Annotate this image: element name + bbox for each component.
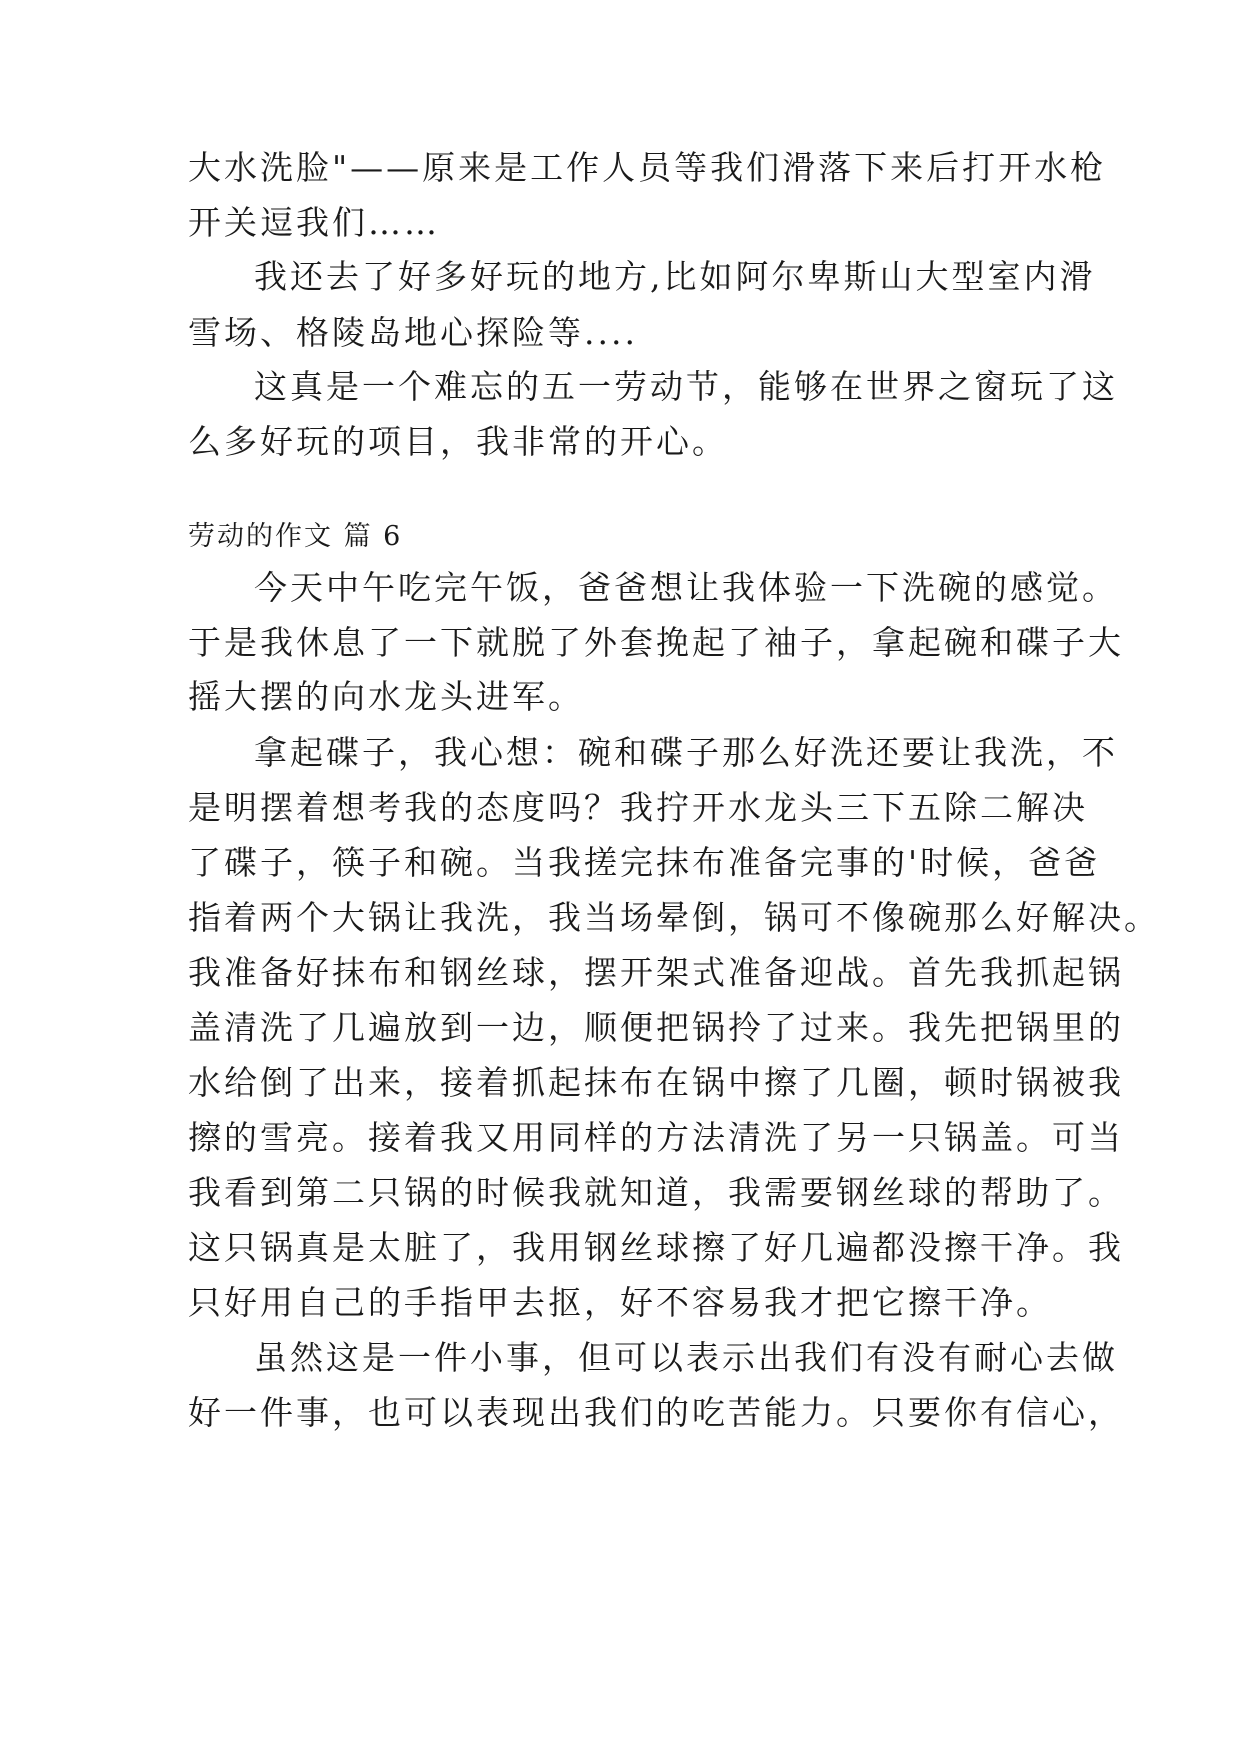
paragraph-line: 雪场、格陵岛地心探险等.... bbox=[188, 313, 638, 352]
paragraph-line: 我还去了好多好玩的地方,比如阿尔卑斯山大型室内滑 bbox=[254, 257, 1096, 296]
paragraph-line: 摇大摆的向水龙头进军。 bbox=[188, 677, 584, 716]
paragraph-line: 开关逗我们…… bbox=[188, 203, 440, 242]
paragraph-line: 好一件事，也可以表现出我们的吃苦能力。只要你有信心， bbox=[188, 1393, 1124, 1432]
paragraph-line: 我看到第二只锅的时候我就知道，我需要钢丝球的帮助了。 bbox=[188, 1173, 1124, 1212]
paragraph-line: 我准备好抹布和钢丝球，摆开架式准备迎战。首先我抓起锅 bbox=[188, 953, 1124, 992]
paragraph-line: 虽然这是一件小事，但可以表示出我们有没有耐心去做 bbox=[254, 1338, 1118, 1377]
paragraph-line: 了碟子，筷子和碗。当我搓完抹布准备完事的'时候，爸爸 bbox=[188, 843, 1101, 882]
paragraph-line: 水给倒了出来，接着抓起抹布在锅中擦了几圈，顿时锅被我 bbox=[188, 1063, 1124, 1102]
paragraph-line: 么多好玩的项目，我非常的开心。 bbox=[188, 422, 728, 461]
paragraph-line: 今天中午吃完午饭，爸爸想让我体验一下洗碗的感觉。 bbox=[254, 568, 1118, 607]
paragraph-line: 指着两个大锅让我洗，我当场晕倒，锅可不像碗那么好解决。 bbox=[188, 898, 1160, 937]
section-heading: 劳动的作文 篇 6 bbox=[188, 521, 403, 552]
paragraph-line: 这真是一个难忘的五一劳动节，能够在世界之窗玩了这 bbox=[254, 367, 1118, 406]
paragraph-line: 盖清洗了几遍放到一边，顺便把锅拎了过来。我先把锅里的 bbox=[188, 1008, 1124, 1047]
paragraph-line: 这只锅真是太脏了，我用钢丝球擦了好几遍都没擦干净。我 bbox=[188, 1228, 1124, 1267]
paragraph-line: 拿起碟子，我心想：碗和碟子那么好洗还要让我洗，不 bbox=[254, 733, 1118, 772]
paragraph-line: 擦的雪亮。接着我又用同样的方法清洗了另一只锅盖。可当 bbox=[188, 1118, 1124, 1157]
paragraph-line: 只好用自己的手指甲去抠，好不容易我才把它擦干净。 bbox=[188, 1283, 1052, 1322]
paragraph-line: 于是我休息了一下就脱了外套挽起了袖子，拿起碗和碟子大 bbox=[188, 623, 1124, 662]
paragraph-line: 大水洗脸"——原来是工作人员等我们滑落下来后打开水枪 bbox=[188, 148, 1107, 187]
paragraph-line: 是明摆着想考我的态度吗？我拧开水龙头三下五除二解决 bbox=[188, 788, 1088, 827]
